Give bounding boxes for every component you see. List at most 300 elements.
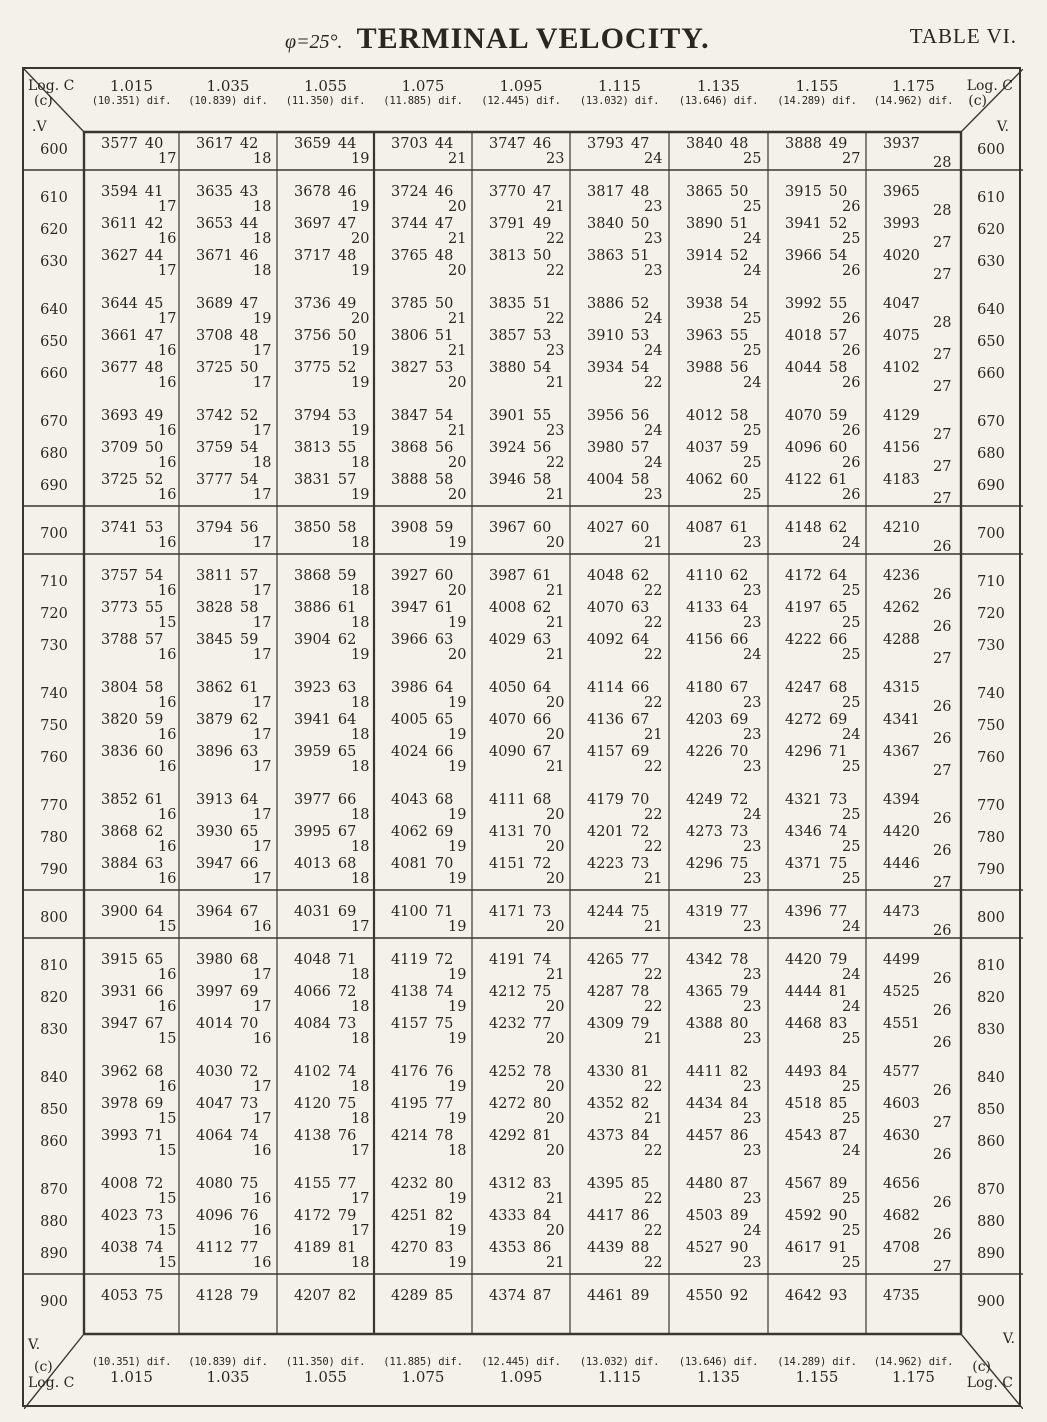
first-difference: 51 bbox=[729, 216, 749, 232]
velocity-value: 4551 bbox=[883, 1016, 920, 1032]
first-difference: 86 bbox=[532, 1240, 552, 1256]
table-cell bbox=[686, 1240, 762, 1271]
first-difference: 51 bbox=[434, 328, 454, 344]
column-footer bbox=[83, 1356, 181, 1386]
velocity-value: 4043 bbox=[391, 792, 428, 808]
second-difference: 23 bbox=[743, 839, 762, 855]
second-difference: 19 bbox=[448, 1255, 467, 1271]
velocity-value: 4232 bbox=[391, 1176, 428, 1192]
second-difference: 16 bbox=[253, 1255, 272, 1271]
first-difference: 62 bbox=[729, 568, 749, 584]
first-difference: 62 bbox=[828, 520, 848, 536]
column-c-value: (10.839) dif. bbox=[188, 95, 268, 107]
column-c-value: (13.032) dif. bbox=[579, 95, 660, 107]
velocity-value: 4005 bbox=[391, 712, 428, 728]
table-cell bbox=[587, 824, 663, 855]
table-cell bbox=[489, 1016, 565, 1047]
table-cell bbox=[785, 1064, 861, 1095]
second-difference: 26 bbox=[842, 423, 861, 439]
velocity-label-left: 900 bbox=[40, 1294, 68, 1310]
table-frame bbox=[22, 67, 1021, 1407]
first-difference: 69 bbox=[239, 984, 259, 1000]
table-cell bbox=[391, 904, 467, 935]
second-difference: 20 bbox=[448, 647, 467, 663]
table-cell bbox=[686, 520, 762, 551]
first-difference: 67 bbox=[630, 712, 650, 728]
velocity-value: 3965 bbox=[883, 184, 920, 200]
second-difference: 24 bbox=[644, 311, 663, 327]
second-difference: 21 bbox=[644, 1031, 663, 1047]
table-cell bbox=[101, 952, 177, 983]
table-cell bbox=[294, 1128, 370, 1159]
velocity-value: 3847 bbox=[391, 408, 428, 424]
velocity-value: 3966 bbox=[785, 248, 822, 264]
first-difference: 71 bbox=[828, 744, 848, 760]
first-difference: 73 bbox=[828, 792, 848, 808]
table-cell bbox=[587, 984, 663, 1015]
first-difference: 63 bbox=[239, 744, 259, 760]
table-cell bbox=[587, 1208, 663, 1239]
table-cell bbox=[294, 360, 370, 391]
second-difference: 24 bbox=[842, 967, 861, 983]
second-difference: 20 bbox=[546, 919, 565, 935]
velocity-value: 4119 bbox=[391, 952, 428, 968]
first-difference: 65 bbox=[828, 600, 848, 616]
second-difference: 17 bbox=[253, 695, 272, 711]
table-cell bbox=[587, 1064, 663, 1095]
first-difference: 69 bbox=[337, 904, 357, 920]
table-cell bbox=[883, 744, 952, 779]
table-cell bbox=[391, 1176, 467, 1207]
table-cell bbox=[785, 1208, 861, 1239]
table-cell bbox=[686, 632, 762, 663]
velocity-value: 4373 bbox=[587, 1128, 624, 1144]
left-top-v-label: .V bbox=[32, 119, 47, 135]
table-cell bbox=[489, 216, 565, 247]
second-difference: 24 bbox=[743, 263, 762, 279]
second-difference: 23 bbox=[743, 1111, 762, 1127]
second-difference: 18 bbox=[351, 583, 370, 599]
velocity-value: 3661 bbox=[101, 328, 138, 344]
table-cell bbox=[391, 440, 467, 471]
first-difference: 62 bbox=[144, 824, 164, 840]
table-cell bbox=[294, 712, 370, 743]
second-difference: 16 bbox=[253, 1191, 272, 1207]
velocity-value: 4493 bbox=[785, 1064, 822, 1080]
column-footer bbox=[865, 1356, 963, 1386]
velocity-value: 4075 bbox=[883, 328, 920, 344]
velocity-value: 3888 bbox=[785, 136, 822, 152]
velocity-label-left: 760 bbox=[40, 750, 68, 766]
first-difference: 49 bbox=[144, 408, 164, 424]
table-cell bbox=[883, 1016, 952, 1051]
second-difference: 16 bbox=[158, 455, 177, 471]
first-difference: 77 bbox=[532, 1016, 552, 1032]
table-cell bbox=[391, 248, 467, 279]
column-header bbox=[571, 77, 669, 107]
table-cell bbox=[587, 952, 663, 983]
second-difference: 17 bbox=[253, 487, 272, 503]
second-difference: 16 bbox=[253, 1223, 272, 1239]
column-c-value: (11.350) dif. bbox=[285, 95, 366, 107]
velocity-value: 4012 bbox=[686, 408, 723, 424]
column-footer bbox=[768, 1356, 866, 1386]
column-logc: 1.095 bbox=[499, 77, 543, 95]
second-difference: 23 bbox=[644, 199, 663, 215]
table-cell bbox=[391, 472, 467, 503]
second-difference: 16 bbox=[158, 647, 177, 663]
first-difference: 70 bbox=[239, 1016, 259, 1032]
column-logc: 1.135 bbox=[697, 1368, 740, 1386]
second-difference: 21 bbox=[546, 967, 565, 983]
table-cell bbox=[391, 1288, 453, 1304]
table-cell bbox=[196, 904, 272, 935]
table-cell bbox=[587, 216, 663, 247]
first-difference: 53 bbox=[434, 360, 454, 376]
velocity-value: 3744 bbox=[391, 216, 428, 232]
table-cell bbox=[391, 408, 467, 439]
velocity-value: 4203 bbox=[686, 712, 723, 728]
table-cell bbox=[489, 1240, 565, 1271]
velocity-value: 4133 bbox=[686, 600, 723, 616]
second-difference: 25 bbox=[842, 839, 861, 855]
velocity-label-left: 880 bbox=[40, 1214, 68, 1230]
first-difference: 72 bbox=[729, 792, 749, 808]
velocity-value: 3594 bbox=[101, 184, 138, 200]
first-difference: 64 bbox=[828, 568, 848, 584]
second-difference: 25 bbox=[842, 1223, 861, 1239]
velocity-value: 4244 bbox=[587, 904, 624, 920]
table-cell bbox=[101, 1096, 177, 1127]
table-cell bbox=[587, 328, 663, 359]
second-difference: 23 bbox=[743, 967, 762, 983]
second-difference: 19 bbox=[448, 919, 467, 935]
first-difference: 66 bbox=[144, 984, 164, 1000]
table-cell bbox=[196, 824, 272, 855]
column-c-value: (14.962) dif. bbox=[873, 1356, 954, 1368]
second-difference: 15 bbox=[158, 615, 177, 631]
velocity-value: 4191 bbox=[489, 952, 526, 968]
table-cell bbox=[196, 984, 272, 1015]
first-difference: 74 bbox=[337, 1064, 357, 1080]
table-cell bbox=[196, 600, 272, 631]
velocity-value: 4367 bbox=[883, 744, 920, 760]
velocity-value: 3947 bbox=[196, 856, 233, 872]
right-top-logc-label: Log. C bbox=[966, 78, 1013, 94]
table-cell bbox=[587, 1288, 649, 1304]
velocity-value: 3966 bbox=[391, 632, 428, 648]
second-difference: 22 bbox=[644, 807, 663, 823]
table-cell bbox=[294, 904, 370, 935]
table-cell bbox=[686, 472, 762, 503]
second-difference: 23 bbox=[644, 231, 663, 247]
first-difference: 65 bbox=[337, 744, 357, 760]
table-cell bbox=[101, 1176, 177, 1207]
first-difference: 48 bbox=[729, 136, 749, 152]
second-difference: 18 bbox=[351, 1111, 370, 1127]
table-cell bbox=[587, 408, 663, 439]
first-difference: 65 bbox=[434, 712, 454, 728]
table-cell bbox=[489, 984, 565, 1015]
first-difference: 50 bbox=[532, 248, 552, 264]
second-difference: 21 bbox=[644, 1111, 663, 1127]
velocity-value: 4179 bbox=[587, 792, 624, 808]
first-difference: 90 bbox=[828, 1208, 848, 1224]
velocity-label-left: 670 bbox=[40, 414, 68, 430]
table-cell bbox=[587, 568, 663, 599]
first-difference: 75 bbox=[239, 1176, 259, 1192]
table-cell bbox=[785, 520, 861, 551]
first-difference: 66 bbox=[337, 792, 357, 808]
first-difference: 63 bbox=[630, 600, 650, 616]
second-difference: 21 bbox=[644, 919, 663, 935]
first-difference: 72 bbox=[434, 952, 454, 968]
table-cell bbox=[785, 792, 861, 823]
second-difference: 16 bbox=[158, 999, 177, 1015]
first-difference: 82 bbox=[630, 1096, 650, 1112]
second-difference: 16 bbox=[158, 583, 177, 599]
second-difference: 27 bbox=[933, 235, 952, 251]
table-cell bbox=[489, 952, 565, 983]
first-difference: 87 bbox=[828, 1128, 848, 1144]
first-difference: 68 bbox=[434, 792, 454, 808]
velocity-value: 4129 bbox=[883, 408, 920, 424]
table-cell bbox=[686, 680, 762, 711]
first-difference: 59 bbox=[828, 408, 848, 424]
table-cell bbox=[785, 296, 861, 327]
velocity-label-right: 620 bbox=[977, 222, 1005, 238]
page-title bbox=[285, 22, 710, 56]
first-difference: 79 bbox=[239, 1288, 259, 1304]
first-difference: 57 bbox=[828, 328, 848, 344]
table-cell bbox=[883, 1128, 952, 1163]
table-cell bbox=[101, 904, 177, 935]
velocity-value: 4031 bbox=[294, 904, 331, 920]
second-difference: 16 bbox=[158, 727, 177, 743]
second-difference: 25 bbox=[842, 1031, 861, 1047]
first-difference: 53 bbox=[532, 328, 552, 344]
velocity-value: 4214 bbox=[391, 1128, 428, 1144]
first-difference: 74 bbox=[239, 1128, 259, 1144]
velocity-value: 3987 bbox=[489, 568, 526, 584]
velocity-value: 3820 bbox=[101, 712, 138, 728]
first-difference: 57 bbox=[630, 440, 650, 456]
first-difference: 63 bbox=[144, 856, 164, 872]
table-cell bbox=[587, 472, 663, 503]
first-difference: 47 bbox=[630, 136, 650, 152]
velocity-value: 4333 bbox=[489, 1208, 526, 1224]
second-difference: 16 bbox=[158, 535, 177, 551]
second-difference: 25 bbox=[842, 871, 861, 887]
first-difference: 58 bbox=[239, 600, 259, 616]
first-difference: 60 bbox=[434, 568, 454, 584]
velocity-value: 4172 bbox=[785, 568, 822, 584]
table-cell bbox=[391, 1064, 467, 1095]
velocity-value: 4374 bbox=[489, 1288, 526, 1304]
velocity-value: 4157 bbox=[391, 1016, 428, 1032]
velocity-label-right: 700 bbox=[977, 526, 1005, 542]
table-cell bbox=[587, 632, 663, 663]
table-cell bbox=[686, 792, 762, 823]
velocity-label-left: 860 bbox=[40, 1134, 68, 1150]
second-difference: 20 bbox=[546, 1079, 565, 1095]
table-cell bbox=[391, 856, 467, 887]
first-difference: 50 bbox=[630, 216, 650, 232]
first-difference: 60 bbox=[828, 440, 848, 456]
second-difference: 22 bbox=[644, 615, 663, 631]
second-difference: 25 bbox=[842, 1111, 861, 1127]
velocity-value: 3693 bbox=[101, 408, 138, 424]
second-difference: 27 bbox=[933, 267, 952, 283]
velocity-value: 4172 bbox=[294, 1208, 331, 1224]
first-difference: 73 bbox=[144, 1208, 164, 1224]
velocity-value: 3840 bbox=[686, 136, 723, 152]
velocity-value: 4439 bbox=[587, 1240, 624, 1256]
second-difference: 19 bbox=[448, 999, 467, 1015]
table-cell bbox=[489, 1096, 565, 1127]
velocity-value: 4630 bbox=[883, 1128, 920, 1144]
table-cell bbox=[883, 1208, 952, 1243]
second-difference: 16 bbox=[158, 839, 177, 855]
velocity-value: 4070 bbox=[489, 712, 526, 728]
table-cell bbox=[196, 1064, 272, 1095]
first-difference: 56 bbox=[239, 520, 259, 536]
second-difference: 22 bbox=[546, 263, 565, 279]
velocity-label-right: 610 bbox=[977, 190, 1005, 206]
first-difference: 87 bbox=[532, 1288, 552, 1304]
table-cell bbox=[883, 904, 952, 939]
second-difference: 23 bbox=[546, 343, 565, 359]
second-difference: 16 bbox=[253, 919, 272, 935]
second-difference: 25 bbox=[743, 487, 762, 503]
first-difference: 74 bbox=[828, 824, 848, 840]
first-difference: 80 bbox=[729, 1016, 749, 1032]
second-difference: 18 bbox=[253, 199, 272, 215]
table-cell bbox=[489, 904, 565, 935]
velocity-value: 4543 bbox=[785, 1128, 822, 1144]
velocity-value: 3697 bbox=[294, 216, 331, 232]
column-c-value: (14.962) dif. bbox=[873, 95, 954, 107]
table-cell bbox=[101, 1064, 177, 1095]
first-difference: 64 bbox=[434, 680, 454, 696]
first-difference: 58 bbox=[828, 360, 848, 376]
table-cell bbox=[391, 184, 467, 215]
first-difference: 75 bbox=[532, 984, 552, 1000]
first-difference: 68 bbox=[337, 856, 357, 872]
first-difference: 56 bbox=[630, 408, 650, 424]
table-cell bbox=[686, 136, 762, 167]
first-difference: 72 bbox=[630, 824, 650, 840]
velocity-value: 4156 bbox=[686, 632, 723, 648]
table-cell bbox=[196, 680, 272, 711]
table-cell bbox=[294, 440, 370, 471]
second-difference: 22 bbox=[546, 455, 565, 471]
table-cell bbox=[785, 360, 861, 391]
second-difference: 18 bbox=[351, 807, 370, 823]
velocity-value: 3901 bbox=[489, 408, 526, 424]
velocity-value: 4289 bbox=[391, 1288, 428, 1304]
second-difference: 16 bbox=[158, 231, 177, 247]
second-difference: 26 bbox=[842, 343, 861, 359]
second-difference: 22 bbox=[644, 999, 663, 1015]
velocity-value: 4296 bbox=[686, 856, 723, 872]
first-difference: 63 bbox=[434, 632, 454, 648]
first-difference: 84 bbox=[729, 1096, 749, 1112]
first-difference: 66 bbox=[729, 632, 749, 648]
velocity-label-left: 850 bbox=[40, 1102, 68, 1118]
first-difference: 44 bbox=[239, 216, 259, 232]
velocity-value: 4138 bbox=[294, 1128, 331, 1144]
column-c-value: (13.646) dif. bbox=[678, 1356, 759, 1368]
velocity-value: 4444 bbox=[785, 984, 822, 1000]
first-difference: 68 bbox=[828, 680, 848, 696]
second-difference: 26 bbox=[933, 1003, 952, 1019]
first-difference: 45 bbox=[144, 296, 164, 312]
second-difference: 21 bbox=[448, 311, 467, 327]
velocity-value: 4312 bbox=[489, 1176, 526, 1192]
column-logc: 1.015 bbox=[110, 77, 153, 95]
velocity-value: 4272 bbox=[785, 712, 822, 728]
table-cell bbox=[196, 248, 272, 279]
column-c-value: (14.289) dif. bbox=[777, 1356, 857, 1368]
table-cell bbox=[686, 1176, 762, 1207]
second-difference: 23 bbox=[743, 871, 762, 887]
second-difference: 25 bbox=[842, 231, 861, 247]
first-difference: 69 bbox=[144, 1096, 164, 1112]
velocity-value: 4420 bbox=[785, 952, 822, 968]
velocity-value: 3862 bbox=[196, 680, 233, 696]
first-difference: 61 bbox=[729, 520, 749, 536]
velocity-value: 4309 bbox=[587, 1016, 624, 1032]
second-difference: 28 bbox=[933, 155, 952, 171]
velocity-value: 4171 bbox=[489, 904, 526, 920]
first-difference: 47 bbox=[434, 216, 454, 232]
second-difference: 21 bbox=[644, 871, 663, 887]
first-difference: 61 bbox=[144, 792, 164, 808]
first-difference: 44 bbox=[144, 248, 164, 264]
first-difference: 56 bbox=[729, 360, 749, 376]
second-difference: 17 bbox=[253, 1111, 272, 1127]
second-difference: 18 bbox=[351, 839, 370, 855]
velocity-value: 3835 bbox=[489, 296, 526, 312]
first-difference: 89 bbox=[729, 1208, 749, 1224]
velocity-label-right: 630 bbox=[977, 254, 1005, 270]
table-cell bbox=[489, 1128, 565, 1159]
first-difference: 81 bbox=[532, 1128, 552, 1144]
second-difference: 18 bbox=[351, 1031, 370, 1047]
table-cell bbox=[489, 296, 565, 327]
second-difference: 26 bbox=[842, 487, 861, 503]
column-footer bbox=[374, 1356, 472, 1386]
table-cell bbox=[587, 680, 663, 711]
table-cell bbox=[785, 1016, 861, 1047]
first-difference: 74 bbox=[434, 984, 454, 1000]
column-footer bbox=[670, 1356, 768, 1386]
velocity-value: 4018 bbox=[785, 328, 822, 344]
velocity-label-left: 810 bbox=[40, 958, 68, 974]
first-difference: 58 bbox=[532, 472, 552, 488]
velocity-value: 4090 bbox=[489, 744, 526, 760]
table-cell bbox=[785, 216, 861, 247]
table-cell bbox=[489, 1208, 565, 1239]
table-cell bbox=[294, 680, 370, 711]
velocity-label-left: 620 bbox=[40, 222, 68, 238]
velocity-label-right: 870 bbox=[977, 1182, 1005, 1198]
column-c-value: (11.350) dif. bbox=[285, 1356, 366, 1368]
velocity-value: 3611 bbox=[101, 216, 138, 232]
second-difference: 18 bbox=[351, 695, 370, 711]
velocity-value: 3811 bbox=[196, 568, 233, 584]
